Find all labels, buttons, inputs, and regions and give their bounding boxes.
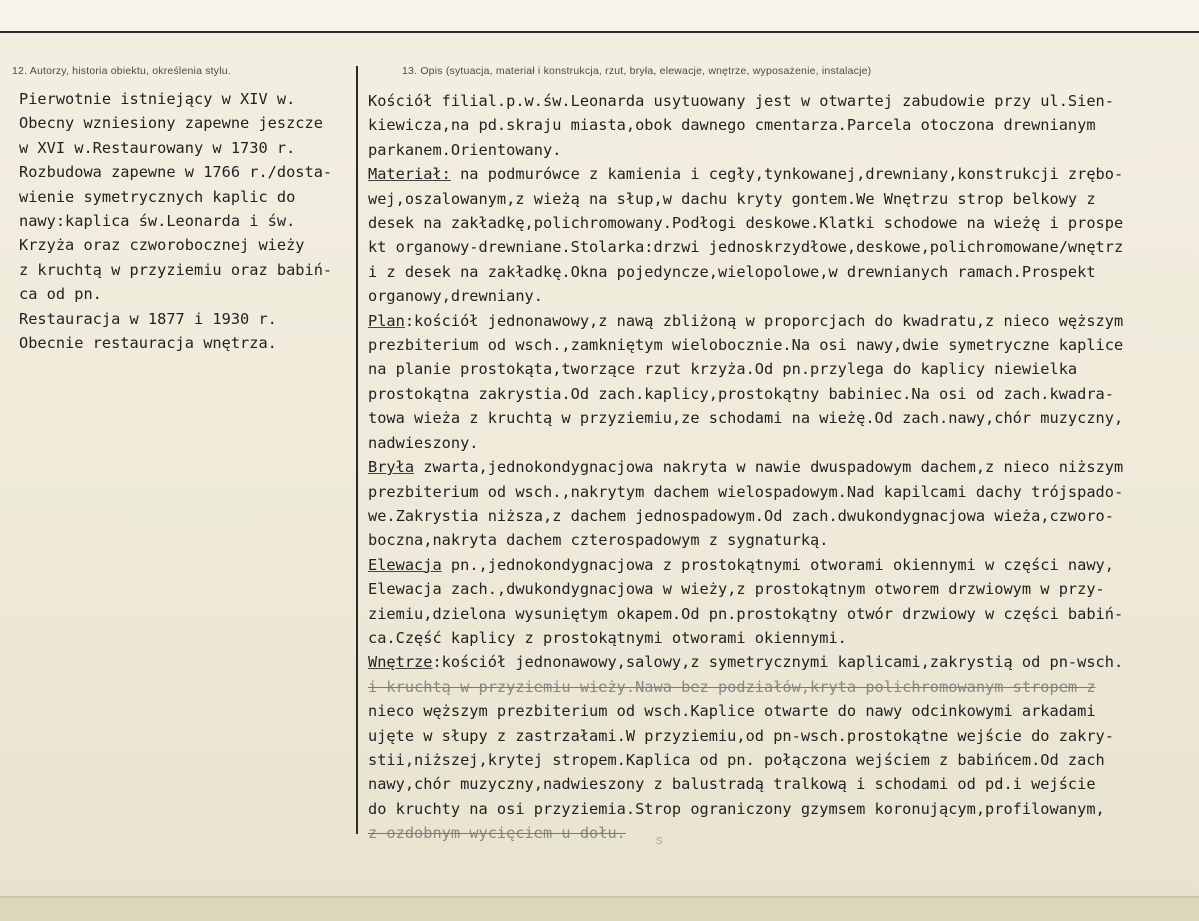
wnetrze-line: nawy,chór muzyczny,nadwieszony z balustradą tralkową i schodami od pd.i wejście (368, 775, 1096, 794)
wnetrze-faded-line: i kruchtą w przyziemiu wieży.Nawa bez podziałów,kryta polichromowanym stropem z (368, 677, 1096, 696)
plan-line: towa wieża z kruchtą w przyziemiu,ze schodami na wieżę.Od zach.nawy,chór muzyczny, (368, 409, 1124, 428)
card-bottom-band (0, 898, 1199, 921)
plan-line: Plan:kościół jednonawowy,z nawą zbliżoną w proporcjach do kwadratu,z nieco węższym (368, 311, 1124, 330)
stray-mark: s (656, 832, 663, 847)
description-column (368, 89, 1188, 846)
plan-line: nadwieszony. (368, 433, 479, 452)
elewacja-line: ziemiu,dzielona wysuniętym okapem.Od pn.prostokątny otwór drzwiowy w części babiń- (368, 604, 1124, 623)
last-faded-line: z ozdobnym wycięciem u dołu. (368, 824, 626, 843)
plan-line: prostokątna zakrystia.Od zach.kaplicy,prostokątny babiniec.Na osi od zach.kwadra- (368, 384, 1114, 403)
wnetrze-line: ujęte w słupy z zastrzałami.W przyziemiu,od pn-wsch.prostokątne wejście do zakry- (368, 726, 1114, 745)
bryla-line: Bryła zwarta,jednokondygnacjowa nakryta w nawie dwuspadowym dachem,z nieco niższym (368, 458, 1124, 477)
material-line: i z desek na zakładkę.Okna pojedyncze,wielopolowe,w drewnianych ramach.Prospekt (368, 262, 1096, 281)
elewacja-line: Elewacja pn.,jednokondygnacjowa z prostokątnymi otworami okiennymi w części nawy, (368, 555, 1114, 574)
material-line: Materiał: na podmurówce z kamienia i cegły,tynkowanej,drewniany,konstrukcji zrębo- (368, 165, 1124, 184)
history-line: Krzyża oraz czworobocznej wieży (19, 236, 305, 255)
history-line: Rozbudowa zapewne w 1766 r./dosta- (19, 163, 333, 182)
bryla-label: Bryła (368, 458, 415, 477)
wnetrze-line: stii,niższej,krytej stropem.Kaplica od pn. połączona wejściem z babińcem.Od zach (368, 750, 1105, 769)
history-line: w XVI w.Restaurowany w 1730 r. (19, 138, 296, 157)
elewacja-line: ca.Część kaplicy z prostokątnymi otworami okiennymi. (368, 628, 847, 647)
section-12-header: 12. Autorzy, historia obiektu, określenia stylu. (12, 65, 231, 77)
material-line: wej,oszalowanym,z wieżą na słup,w dachu kryty gontem.We Wnętrzu strop belkowy z (368, 189, 1096, 208)
bryla-line: boczna,nakryta dachem czterospadowym z sygnaturką. (368, 531, 829, 550)
history-line: z kruchtą w przyziemiu oraz babiń- (19, 260, 333, 279)
history-line: Obecnie restauracja wnętrza. (19, 334, 277, 353)
elewacja-label: Elewacja (368, 555, 442, 574)
plan-label: Plan (368, 311, 405, 330)
intro-line: Kościół filial.p.w.św.Leonarda usytuowany jest w otwartej zabudowie przy ul.Sien- (368, 92, 1114, 110)
intro-line: parkanem.Orientowany. (368, 140, 562, 159)
wnetrze-line: nieco węższym prezbiterium od wsch.Kaplice otwarte do nawy odcinkowymi arkadami (368, 702, 1096, 721)
elewacja-line: Elewacja zach.,dwukondygnacjowa w wieży,z prostokątnym otworem drzwiowym w przy- (368, 580, 1105, 599)
plan-line: prezbiterium od wsch.,zamkniętym wielobocznie.Na osi nawy,dwie symetryczne kaplice (368, 336, 1124, 355)
history-line: Restauracja w 1877 i 1930 r. (19, 309, 277, 328)
material-line: organowy,drewniany. (368, 287, 543, 306)
plan-line: na planie prostokąta,tworzące rzut krzyża.Od pn.przylega do kaplicy niewielka (368, 360, 1078, 379)
material-line: kt organowy-drewniane.Stolarka:drzwi jednoskrzydłowe,deskowe,polichromowane/wnętrz (368, 238, 1124, 257)
history-line: Obecny wzniesiony zapewne jeszcze (19, 114, 323, 133)
wnetrze-label: Wnętrze (368, 653, 433, 672)
wnetrze-line: Wnętrze:kościół jednonawowy,salowy,z symetrycznymi kaplicami,zakrystią od pn-wsch. (368, 653, 1124, 672)
history-line: wienie symetrycznych kaplic do (19, 187, 296, 206)
card-top-strip (0, 0, 1199, 32)
material-label: Materiał: (368, 165, 451, 184)
history-line: nawy:kaplica św.Leonarda i św. (19, 212, 296, 231)
bryla-line: prezbiterium od wsch.,nakrytym dachem wielospadowym.Nad kapilcami dachy trójspado- (368, 482, 1124, 501)
history-column (19, 87, 359, 355)
section-13-header: 13. Opis (sytuacja, materiał i konstrukcja, rzut, bryła, elewacje, wnętrze, wyposażenie, instalacje) (402, 65, 872, 77)
material-line: desek na zakładkę,polichromowany.Podłogi deskowe.Klatki schodowe na wieżę i prospe (368, 214, 1124, 233)
intro-line: kiewicza,na pd.skraju miasta,obok dawnego cmentarza.Parcela otoczona drewnianym (368, 116, 1096, 135)
history-line: Pierwotnie istniejący w XIV w. (19, 90, 296, 108)
bryla-line: we.Zakrystia niższa,z dachem jednospadowym.Od zach.dwukondygnacjowa wieża,czworo- (368, 506, 1114, 525)
top-rule (0, 31, 1199, 33)
history-line: ca od pn. (19, 285, 102, 304)
wnetrze-line: do kruchty na osi przyziemia.Strop ograniczony gzymsem koronującym,profilowanym, (368, 799, 1105, 818)
